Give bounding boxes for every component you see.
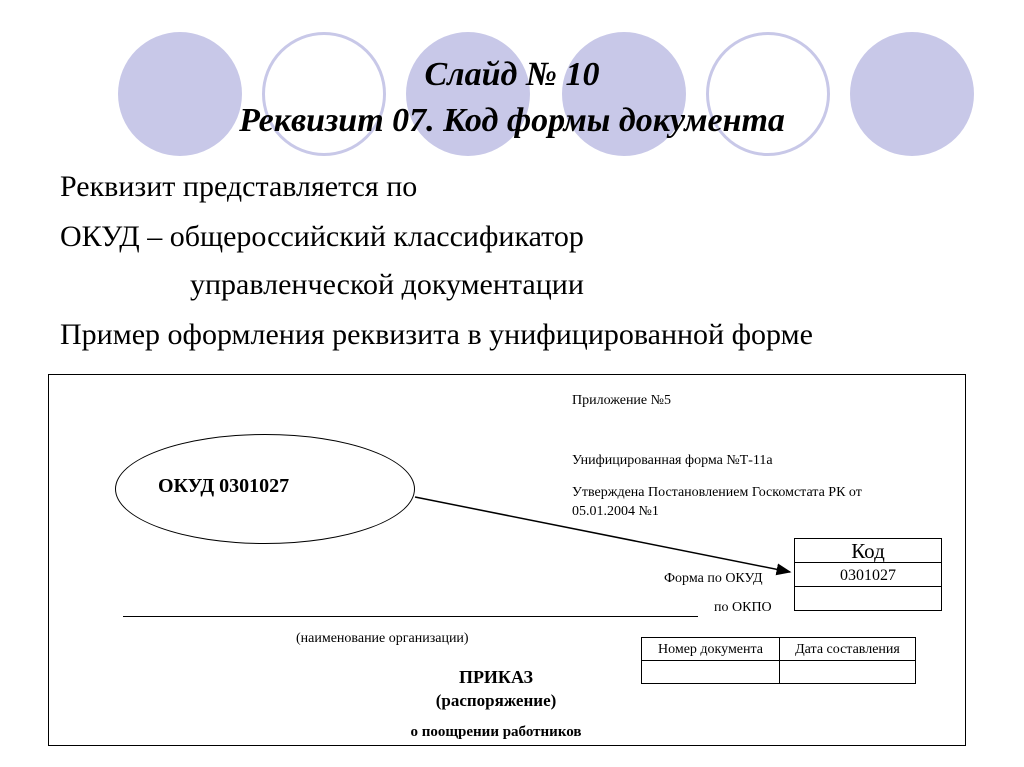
body-line-3: управленческой документации: [190, 268, 584, 301]
order-title: ПРИКАЗ: [458, 667, 534, 687]
doc-date-value-cell: [779, 660, 916, 684]
body-line-2: ОКУД – общероссийский классификатор: [60, 220, 584, 253]
form-approved-line1: Утверждена Постановлением Госкомстата РК от: [572, 485, 862, 500]
slide-title-line1: Слайд № 10: [424, 56, 600, 93]
okud-code-value: 0301027: [840, 567, 896, 584]
order-subject: о поощрении работников: [410, 724, 582, 740]
form-appendix: Приложение №5: [572, 393, 671, 408]
slide-title-line2: Реквизит 07. Код формы документа: [239, 102, 785, 139]
form-approved-line2: 05.01.2004 №1: [572, 504, 659, 519]
okud-callout-label: ОКУД 0301027: [158, 475, 290, 497]
doc-number-header: Номер документа: [657, 642, 764, 657]
organization-caption: (наименование организации): [296, 631, 469, 646]
organization-name-line: [123, 616, 698, 617]
order-subtitle: (распоряжение): [435, 691, 557, 710]
okpo-value-cell: [794, 586, 942, 611]
body-line-4: Пример оформления реквизита в унифицированной форме: [60, 318, 813, 351]
code-header: Код: [851, 539, 885, 563]
okpo-label: по ОКПО: [714, 600, 772, 615]
form-unified-number: Унифицированная форма №Т-11а: [572, 453, 773, 468]
body-line-1: Реквизит представляется по: [60, 170, 418, 203]
doc-date-header: Дата составления: [795, 642, 900, 657]
doc-number-value-cell: [641, 660, 780, 684]
okud-form-label: Форма по ОКУД: [664, 571, 763, 586]
